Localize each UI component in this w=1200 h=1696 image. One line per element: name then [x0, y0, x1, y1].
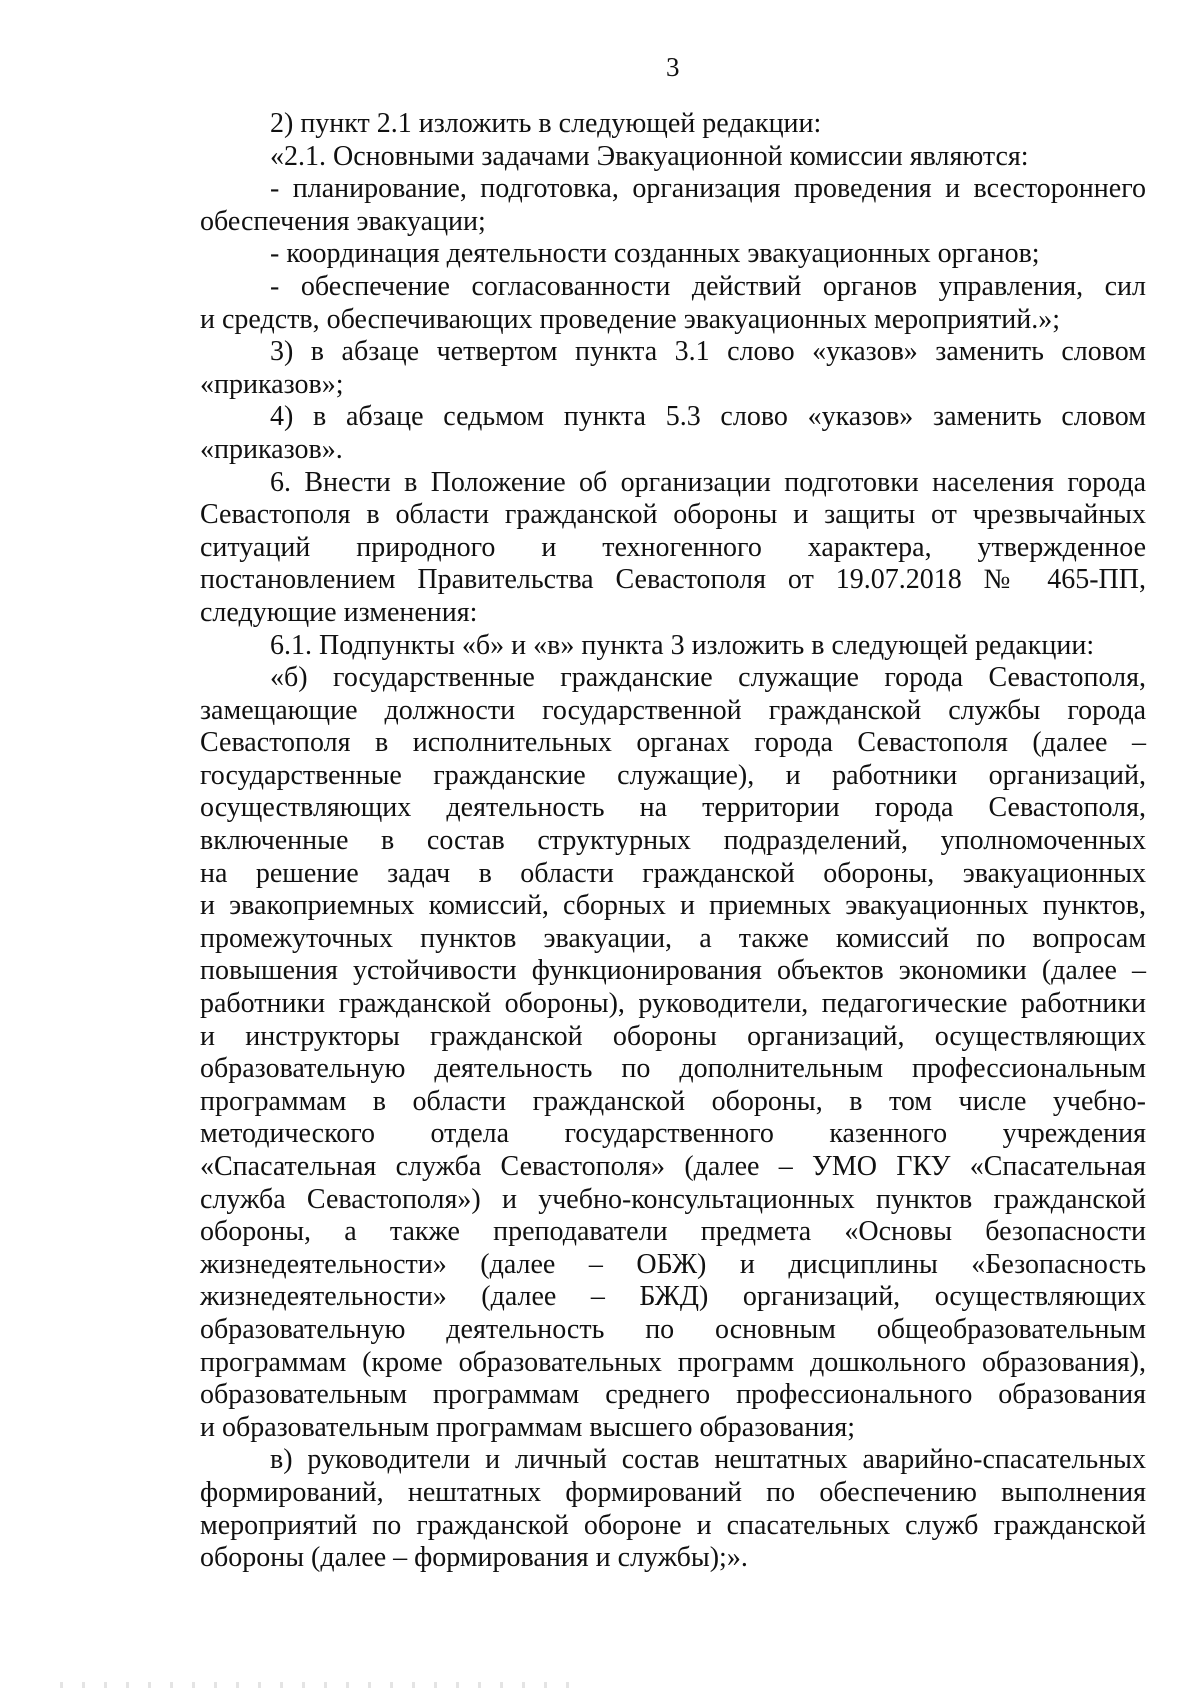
- text-line: постановлением Правительства Севастополя от 19.07.2018 № 465-ПП,: [200, 564, 1146, 596]
- text-line: обороны (далее – формирования и службы);».: [200, 1542, 748, 1574]
- text-line: и образовательным программам высшего образования;: [200, 1411, 856, 1443]
- text-line: обороны, а также преподаватели предмета «Основы безопасности: [200, 1216, 1146, 1248]
- text-line: промежуточных пунктов эвакуации, а также комиссий по вопросам: [200, 922, 1146, 954]
- paragraph: [200, 238, 1146, 271]
- text-line: государственные гражданские служащие), и работники организаций,: [200, 759, 1146, 791]
- text-line: Севастополя в области гражданской обороны и защиты от чрезвычайных: [200, 499, 1146, 531]
- text-line: осуществляющих деятельность на территории города Севастополя,: [200, 792, 1146, 824]
- text-line: в) руководители и личный состав нештатных аварийно-спасательных: [270, 1444, 1146, 1476]
- text-line: 3) в абзаце четвертом пункта 3.1 слово «указов» заменить словом: [270, 336, 1146, 368]
- text-line: 6.1. Подпункты «б» и «в» пункта 3 изложить в следующей редакции:: [270, 629, 1095, 661]
- scan-artifact: [60, 1682, 580, 1688]
- text-line: включенные в состав структурных подразделений, уполномоченных: [200, 825, 1146, 857]
- paragraph: [200, 401, 1146, 466]
- text-line: и эвакоприемных комиссий, сборных и приемных эвакуационных пунктов,: [200, 890, 1146, 922]
- text-line: образовательным программам среднего профессионального образования: [200, 1379, 1146, 1411]
- text-line: «приказов».: [200, 433, 343, 465]
- paragraph: [200, 108, 1146, 141]
- text-line: «Спасательная служба Севастополя» (далее – УМО ГКУ «Спасательная: [200, 1151, 1146, 1182]
- text-line: образовательную деятельность по основным общеобразовательным: [200, 1313, 1146, 1345]
- text-line: Севастополя в исполнительных органах города Севастополя (далее –: [200, 727, 1146, 759]
- paragraph: [200, 467, 1146, 630]
- text-line: образовательную деятельность по дополнительным профессиональным: [200, 1053, 1146, 1085]
- text-line: программам в области гражданской обороны, в том числе учебно-: [200, 1085, 1146, 1117]
- text-line: 6. Внести в Положение об организации подготовки населения города: [270, 466, 1146, 498]
- text-line: - планирование, подготовка, организация проведения и всестороннего: [270, 173, 1146, 205]
- text-line: «2.1. Основными задачами Эвакуационной комиссии являются:: [270, 140, 1029, 172]
- text-line: и инструкторы гражданской обороны организаций, осуществляющих: [200, 1020, 1146, 1052]
- text-line: - обеспечение согласованности действий органов управления, сил: [270, 270, 1146, 302]
- paragraph: [200, 630, 1146, 663]
- paragraph: [200, 173, 1146, 238]
- document-body: [200, 108, 1146, 1575]
- text-line: программам (кроме образовательных программ дошкольного образования),: [200, 1346, 1146, 1378]
- text-line: ситуаций природного и техногенного характера, утвержденное: [200, 531, 1146, 563]
- text-line: 4) в абзаце седьмом пункта 5.3 слово «указов» заменить словом: [270, 401, 1146, 433]
- paragraph: [200, 662, 1146, 1444]
- text-line: «приказов»;: [200, 368, 344, 400]
- text-line: жизнедеятельности» (далее – БЖД) организаций, осуществляющих: [200, 1281, 1146, 1313]
- text-line: повышения устойчивости функционирования объектов экономики (далее –: [200, 955, 1146, 987]
- text-line: следующие изменения:: [200, 596, 478, 628]
- page-number: 3: [666, 52, 680, 82]
- text-line: на решение задач в области гражданской обороны, эвакуационных: [200, 857, 1146, 889]
- text-line: и средств, обеспечивающих проведение эвакуационных мероприятий.»;: [200, 303, 1061, 335]
- text-line: методического отдела государственного казенного учреждения: [200, 1118, 1146, 1150]
- text-line: мероприятий по гражданской обороне и спасательных служб гражданской: [200, 1509, 1146, 1541]
- paragraph: [200, 1444, 1146, 1574]
- text-line: замещающие должности государственной гражданской службы города: [200, 694, 1146, 726]
- paragraph: [200, 336, 1146, 401]
- text-line: - координация деятельности созданных эвакуационных органов;: [270, 238, 1040, 270]
- text-line: служба Севастополя») и учебно-консультационных пунктов гражданской: [200, 1183, 1146, 1215]
- paragraph: [200, 271, 1146, 336]
- paragraph: [200, 141, 1146, 174]
- text-line: жизнедеятельности» (далее – ОБЖ) и дисциплины «Безопасность: [200, 1248, 1146, 1280]
- text-line: работники гражданской обороны), руководители, педагогические работники: [200, 988, 1146, 1020]
- text-line: формирований, нештатных формирований по обеспечению выполнения: [200, 1476, 1146, 1508]
- text-line: 2) пункт 2.1 изложить в следующей редакции:: [270, 108, 822, 139]
- text-line: обеспечения эвакуации;: [200, 205, 486, 237]
- text-line: «б) государственные гражданские служащие города Севастополя,: [270, 662, 1146, 694]
